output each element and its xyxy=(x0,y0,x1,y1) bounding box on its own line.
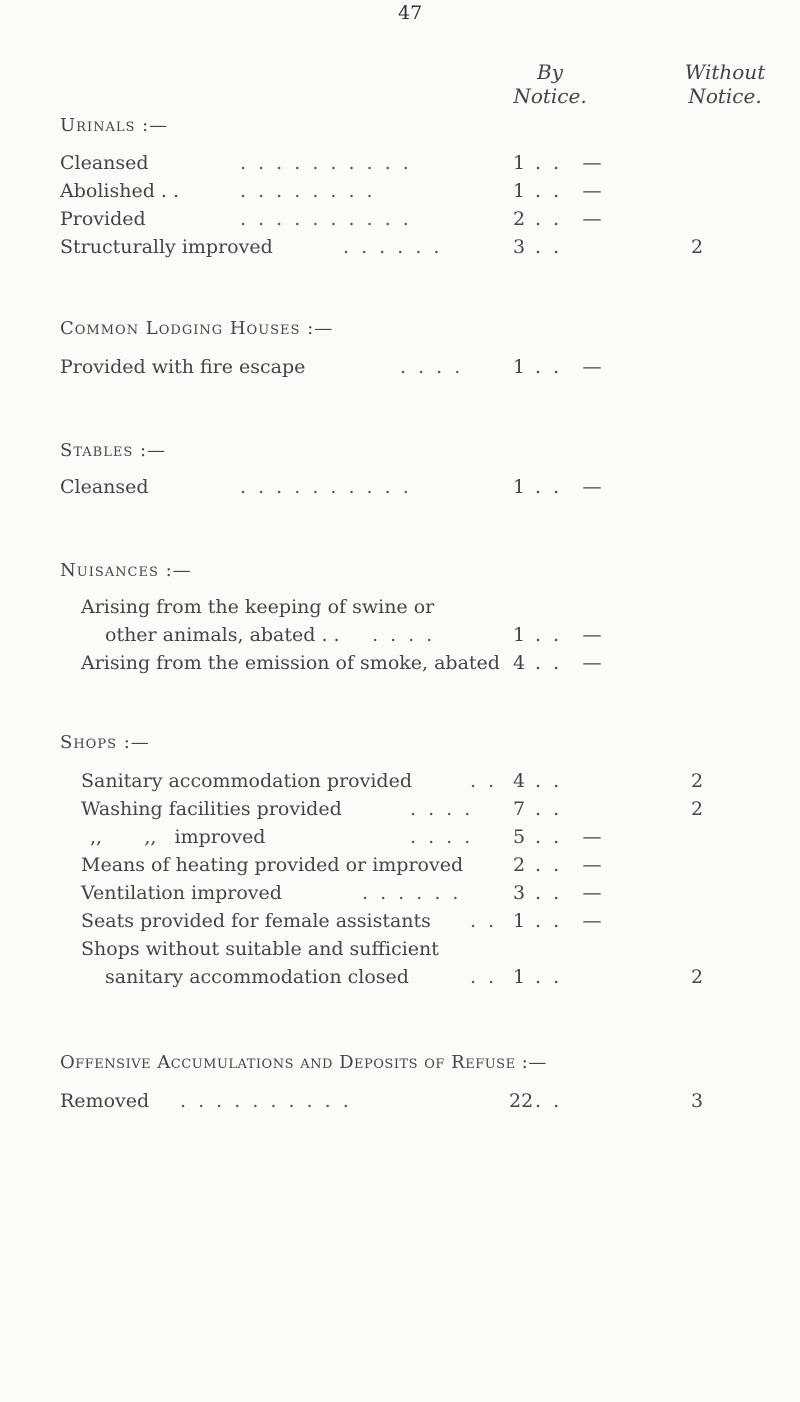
separator-dots: . . xyxy=(535,356,563,378)
leader-dots: . . xyxy=(470,770,498,792)
separator-dots: . . xyxy=(535,770,563,792)
separator-dots: . . xyxy=(535,798,563,820)
row-label: Arising from the keeping of swine or xyxy=(81,596,435,618)
leader-dots: . . . . . . . . . . xyxy=(240,208,412,230)
separator-dots: . . xyxy=(535,624,563,646)
table-row xyxy=(60,356,760,384)
section-heading-nuisances: Nuisances :— xyxy=(60,560,192,581)
row-label: Cleansed xyxy=(60,152,149,174)
column-header-by-notice xyxy=(500,60,600,108)
table-row xyxy=(60,826,760,854)
without-notice-value: — xyxy=(582,356,602,378)
without-notice-value: — xyxy=(582,652,602,674)
separator-dots: . . xyxy=(535,180,563,202)
row-label: Means of heating provided or improved xyxy=(81,854,464,876)
by-notice-value: 4 xyxy=(512,652,526,674)
table-row xyxy=(60,652,760,680)
section-heading-urinals: Urinals :— xyxy=(60,115,169,136)
column-header-line: Without xyxy=(684,60,766,84)
without-notice-value: 2 xyxy=(690,236,704,258)
table-row xyxy=(60,476,760,504)
separator-dots: . . xyxy=(535,910,563,932)
table-row xyxy=(60,1090,760,1118)
leader-dots: . . . . . . . . . . xyxy=(180,1090,352,1112)
by-notice-value: 1 xyxy=(512,624,526,646)
without-notice-value: — xyxy=(582,624,602,646)
without-notice-value: 2 xyxy=(690,798,704,820)
by-notice-value: 1 xyxy=(512,356,526,378)
row-label: ,, ,, improved xyxy=(90,826,266,848)
by-notice-value: 3 xyxy=(512,882,526,904)
leader-dots: . . . . . . . . . . xyxy=(240,152,412,174)
row-label: Shops without suitable and sufficient xyxy=(81,938,439,960)
separator-dots: . . xyxy=(535,1090,563,1112)
leader-dots: . . . . xyxy=(372,624,436,646)
separator-dots: . . xyxy=(535,236,563,258)
column-header-line: Notice. xyxy=(688,84,762,108)
without-notice-value: 3 xyxy=(690,1090,704,1112)
by-notice-value: 2 xyxy=(512,208,526,230)
table-row xyxy=(60,854,760,882)
by-notice-value: 1 xyxy=(512,180,526,202)
leader-dots: . . . . . . xyxy=(362,882,462,904)
table-row xyxy=(60,882,760,910)
column-header-without-notice xyxy=(655,60,795,108)
row-label: Arising from the emission of smoke, abated xyxy=(81,652,500,674)
table-row xyxy=(60,770,760,798)
without-notice-value: — xyxy=(582,208,602,230)
row-label: Abolished . . xyxy=(60,180,180,202)
table-row xyxy=(60,236,760,264)
row-label: Sanitary accommodation provided xyxy=(81,770,412,792)
row-label: Washing facilities provided xyxy=(81,798,342,820)
row-label: sanitary accommodation closed xyxy=(105,966,409,988)
row-label: Ventilation improved xyxy=(81,882,282,904)
table-row xyxy=(60,910,760,938)
leader-dots: . . . . . . . . xyxy=(240,180,376,202)
column-header-line: Notice. xyxy=(513,84,587,108)
row-label: Provided with fire escape xyxy=(60,356,306,378)
leader-dots: . . . . xyxy=(410,826,474,848)
separator-dots: . . xyxy=(535,854,563,876)
leader-dots: . . . . . . . . . . xyxy=(240,476,412,498)
table-row xyxy=(60,938,760,966)
separator-dots: . . xyxy=(535,152,563,174)
by-notice-value: 1 xyxy=(512,476,526,498)
separator-dots: . . xyxy=(535,476,563,498)
without-notice-value: — xyxy=(582,152,602,174)
table-row xyxy=(60,966,760,994)
section-heading-offensive-accumulations: Offensive Accumulations and Deposits of Refuse :— xyxy=(60,1052,547,1073)
row-label: Structurally improved xyxy=(60,236,273,258)
by-notice-value: 22 xyxy=(509,1090,534,1112)
table-row xyxy=(60,152,760,180)
table-row xyxy=(81,596,781,624)
by-notice-value: 5 xyxy=(512,826,526,848)
page-number: 47 xyxy=(398,2,423,24)
leader-dots: . . . . xyxy=(410,798,474,820)
without-notice-value: — xyxy=(582,882,602,904)
row-label: Cleansed xyxy=(60,476,149,498)
row-label: Removed xyxy=(60,1090,150,1112)
by-notice-value: 2 xyxy=(512,854,526,876)
without-notice-value: — xyxy=(582,910,602,932)
separator-dots: . . xyxy=(535,652,563,674)
without-notice-value: — xyxy=(582,826,602,848)
leader-dots: . . xyxy=(470,910,498,932)
table-row xyxy=(60,624,760,652)
table-row xyxy=(60,798,760,826)
table-row xyxy=(60,180,760,208)
without-notice-value: 2 xyxy=(690,966,704,988)
separator-dots: . . xyxy=(535,882,563,904)
without-notice-value: — xyxy=(582,180,602,202)
without-notice-value: — xyxy=(582,476,602,498)
separator-dots: . . xyxy=(535,208,563,230)
table-row xyxy=(60,208,760,236)
row-label: other animals, abated . . xyxy=(105,624,340,646)
by-notice-value: 4 xyxy=(512,770,526,792)
by-notice-value: 1 xyxy=(512,910,526,932)
by-notice-value: 7 xyxy=(512,798,526,820)
leader-dots: . . . . xyxy=(400,356,464,378)
column-header-line: By xyxy=(537,60,563,84)
by-notice-value: 1 xyxy=(512,966,526,988)
leader-dots: . . . . . . xyxy=(343,236,443,258)
section-heading-stables: Stables :— xyxy=(60,440,167,461)
by-notice-value: 1 xyxy=(512,152,526,174)
row-label: Provided xyxy=(60,208,146,230)
row-label: Seats provided for female assistants xyxy=(81,910,431,932)
without-notice-value: — xyxy=(582,854,602,876)
by-notice-value: 3 xyxy=(512,236,526,258)
separator-dots: . . xyxy=(535,826,563,848)
separator-dots: . . xyxy=(535,966,563,988)
section-heading-common-lodging-houses: Common Lodging Houses :— xyxy=(60,318,334,339)
leader-dots: . . xyxy=(470,966,498,988)
without-notice-value: 2 xyxy=(690,770,704,792)
section-heading-shops: Shops :— xyxy=(60,732,150,753)
